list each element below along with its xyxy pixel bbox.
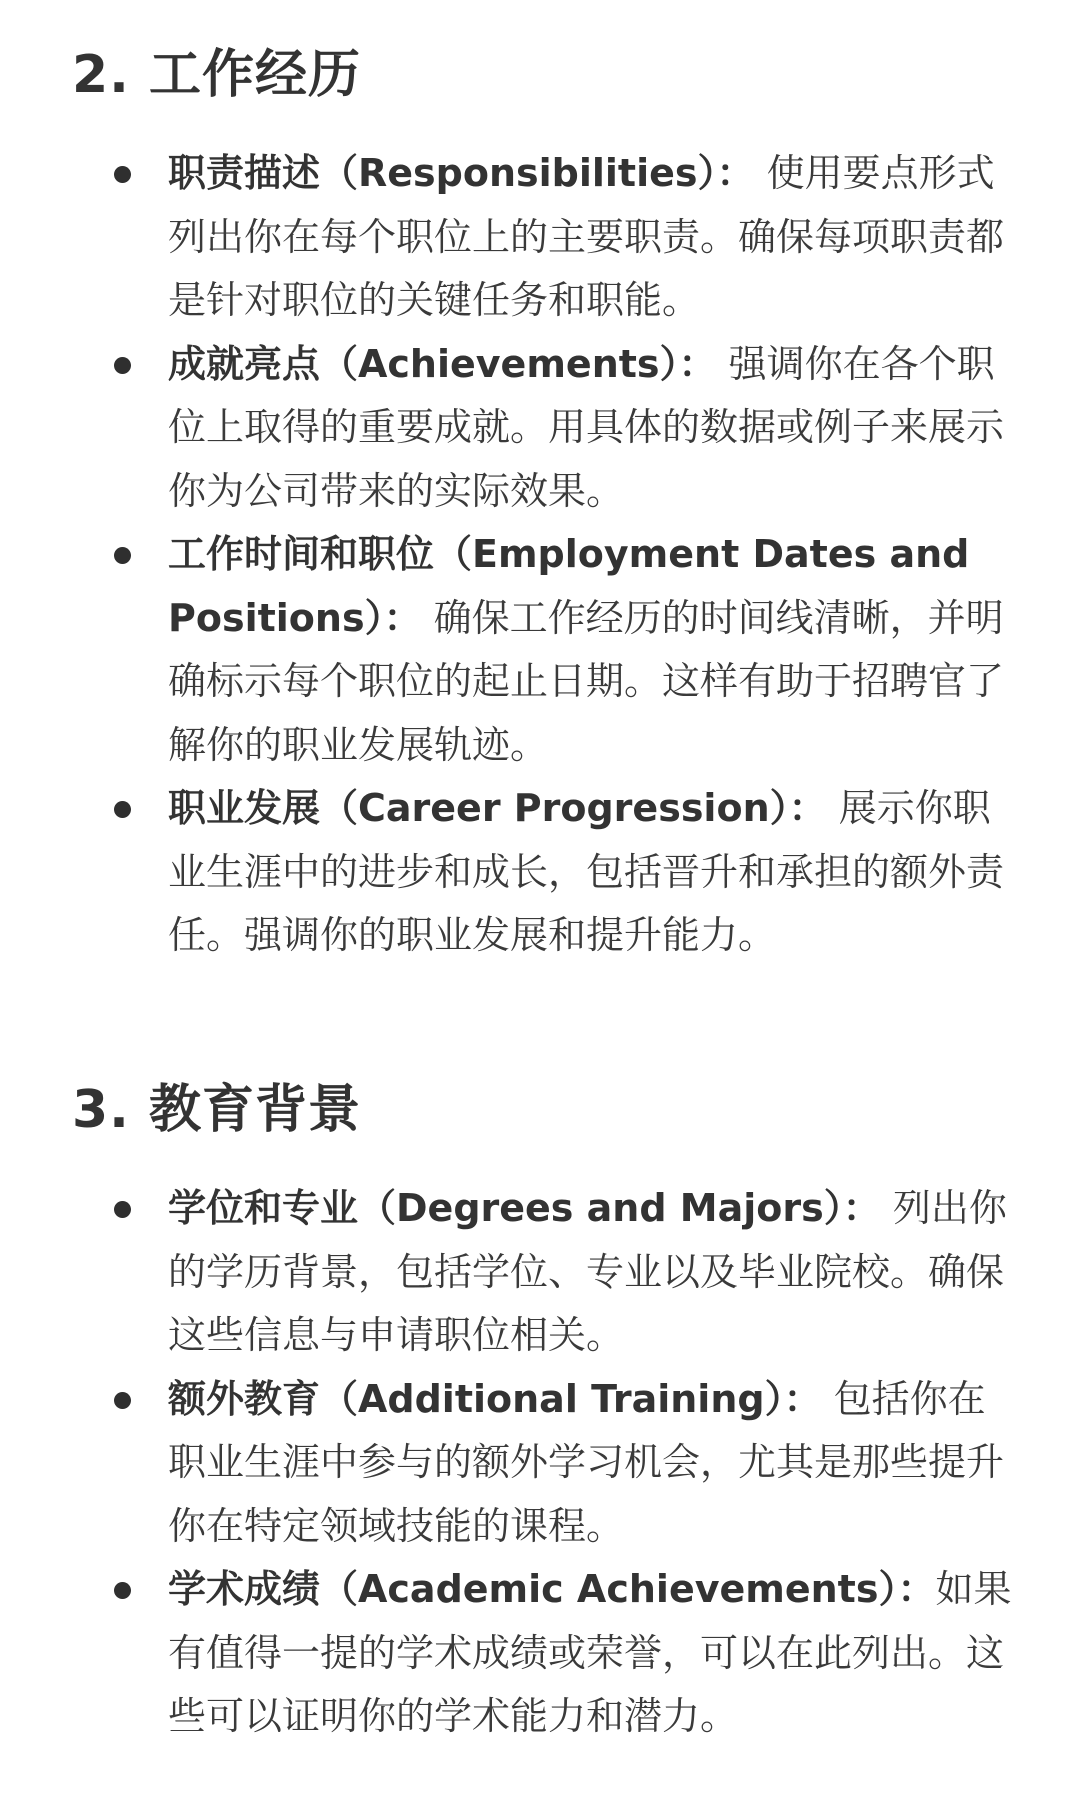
item-description: 确保工作经历的时间线清晰，并明确标示每个职位的起止日期。这样有助于招聘官了解你的职业发展轨迹。 xyxy=(168,595,1005,767)
item-term: 工作时间和职位（Employment Dates and Positions）： xyxy=(168,532,970,640)
bullet-icon xyxy=(114,166,131,183)
bullet-list xyxy=(0,1177,1080,1749)
list-item-academic-achievements xyxy=(0,1558,1080,1749)
item-term: 学位和专业（Degrees and Majors）： xyxy=(168,1186,881,1230)
list-item-responsibilities xyxy=(0,142,1080,333)
list-item-additional-training xyxy=(0,1368,1080,1559)
bullet-icon xyxy=(114,547,131,564)
section-heading: 3. 教育背景 xyxy=(72,1080,362,1140)
section-heading: 2. 工作经历 xyxy=(72,45,362,105)
item-term: 职业发展（Career Progression）： xyxy=(168,786,827,830)
item-description: 使用要点形式列出你在每个职位上的主要职责。确保每项职责都是针对职位的关键任务和职能。 xyxy=(168,151,1005,322)
item-description: 展示你职业生涯中的进步和成长，包括晋升和承担的额外责任。强调你的职业发展和提升能力。 xyxy=(168,786,1005,957)
list-item-employment-dates xyxy=(0,523,1080,777)
item-term: 成就亮点（Achievements）： xyxy=(168,341,717,386)
list-item-career-progression xyxy=(0,777,1080,968)
section-education xyxy=(0,1065,1080,1749)
item-description: 如果有值得一提的学术成绩或荣誉，可以在此列出。这些可以证明你的学术能力和潜力。 xyxy=(168,1567,1012,1738)
item-description: 强调你在各个职位上取得的重要成就。用具体的数据或例子来展示你为公司带来的实际效果。 xyxy=(168,341,1005,513)
item-term: 学术成绩（Academic Achievements）： xyxy=(168,1567,936,1611)
section-work-experience xyxy=(0,30,1080,968)
bullet-list xyxy=(0,142,1080,968)
bullet-icon xyxy=(114,801,131,818)
item-description: 包括你在职业生涯中参与的额外学习机会，尤其是那些提升你在特定领域技能的课程。 xyxy=(168,1376,1005,1548)
item-term: 职责描述（Responsibilities）： xyxy=(168,151,755,195)
bullet-icon xyxy=(114,357,131,374)
list-item-achievements xyxy=(0,333,1080,524)
item-description: 列出你的学历背景，包括学位、专业以及毕业院校。确保这些信息与申请职位相关。 xyxy=(168,1186,1007,1357)
bullet-icon xyxy=(114,1201,131,1218)
bullet-icon xyxy=(114,1392,131,1409)
list-item-degrees xyxy=(0,1177,1080,1368)
bullet-icon xyxy=(114,1582,131,1599)
item-term: 额外教育（Additional Training）： xyxy=(168,1376,822,1421)
